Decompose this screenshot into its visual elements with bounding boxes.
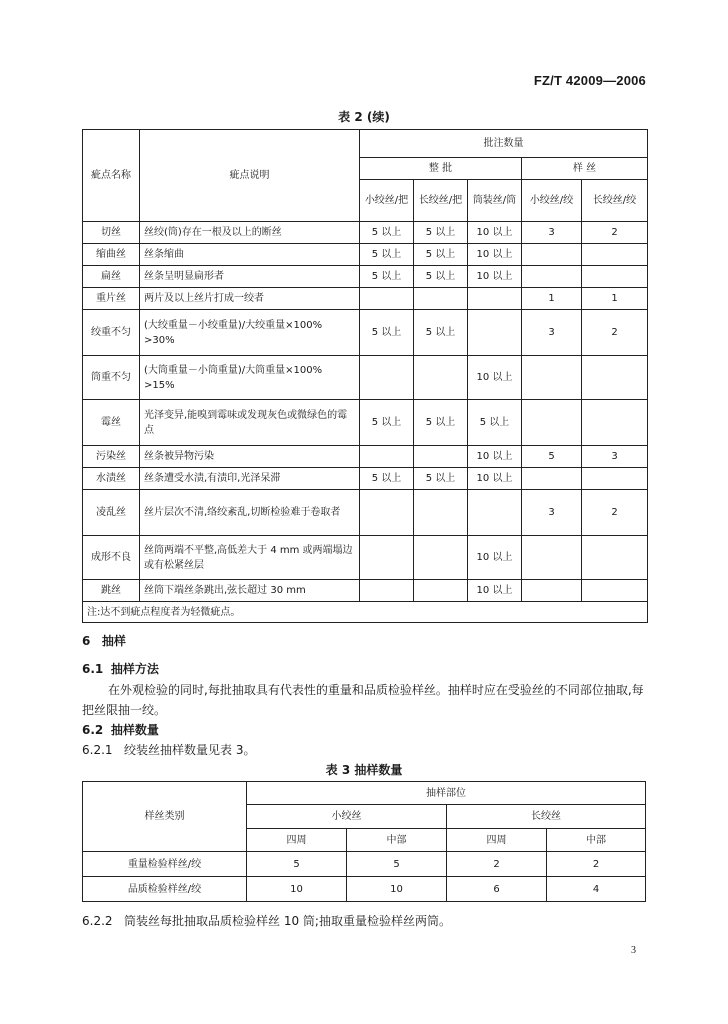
section-number: 6.2.1 bbox=[82, 743, 113, 757]
col-header-defect-desc: 疵点说明 bbox=[140, 130, 360, 222]
defect-desc: (大筒重量－小筒重量)/大筒重量×100% >15% bbox=[140, 356, 360, 400]
cell bbox=[582, 266, 648, 288]
cell: 5 以上 bbox=[360, 222, 414, 244]
table-row bbox=[83, 490, 648, 536]
cell: 2 bbox=[582, 222, 648, 244]
cell bbox=[360, 490, 414, 536]
cell: 5 以上 bbox=[414, 468, 468, 490]
section-number: 6.2 bbox=[82, 723, 104, 737]
section-6-2-1 bbox=[82, 741, 255, 758]
cell bbox=[360, 288, 414, 310]
cell: 5 以上 bbox=[414, 266, 468, 288]
table2-caption: 表 2 (续) bbox=[338, 110, 390, 124]
defect-desc: 丝片层次不清,络绞紊乱,切断检验难于卷取者 bbox=[140, 490, 360, 536]
cell: 1 bbox=[522, 288, 582, 310]
cell: 1 bbox=[582, 288, 648, 310]
section-6-heading bbox=[82, 632, 126, 649]
cell bbox=[582, 468, 648, 490]
table-row bbox=[83, 446, 648, 468]
defect-desc: 光泽变异,能嗅到霉味或发现灰色或微绿色的霉点 bbox=[140, 400, 360, 446]
cell: 10 以上 bbox=[468, 536, 522, 580]
cell: 10 以上 bbox=[468, 446, 522, 468]
section-number: 6 bbox=[82, 634, 91, 648]
col-header-small-skein: 小绞丝 bbox=[247, 805, 447, 829]
cell: 10 以上 bbox=[468, 244, 522, 266]
cell bbox=[414, 356, 468, 400]
defect-name: 成形不良 bbox=[83, 536, 140, 580]
col-header-middle: 中部 bbox=[547, 829, 646, 852]
cell bbox=[522, 244, 582, 266]
col-header-whole-batch: 整 批 bbox=[360, 158, 522, 180]
table-row bbox=[83, 580, 648, 602]
table-row bbox=[83, 244, 648, 266]
defect-desc: 丝筒两端不平整,高低差大于 4 mm 或两端塌边或有松紧丝层 bbox=[140, 536, 360, 580]
cell: 2 bbox=[582, 310, 648, 356]
cell: 10 以上 bbox=[468, 266, 522, 288]
defect-name: 跳丝 bbox=[83, 580, 140, 602]
defect-name: 筒重不匀 bbox=[83, 356, 140, 400]
cell: 10 以上 bbox=[468, 580, 522, 602]
cell: 10 以上 bbox=[468, 468, 522, 490]
cell bbox=[468, 288, 522, 310]
cell bbox=[522, 536, 582, 580]
cell bbox=[360, 446, 414, 468]
defect-name: 凌乱丝 bbox=[83, 490, 140, 536]
cell: 5 以上 bbox=[414, 400, 468, 446]
table-row bbox=[83, 468, 648, 490]
cell: 2 bbox=[582, 490, 648, 536]
col-header-position: 抽样部位 bbox=[247, 782, 646, 805]
col-header-around: 四周 bbox=[247, 829, 347, 852]
defect-name: 绞重不匀 bbox=[83, 310, 140, 356]
cell: 3 bbox=[522, 310, 582, 356]
cell: 4 bbox=[547, 877, 646, 902]
cell bbox=[468, 490, 522, 536]
col-header-middle: 中部 bbox=[347, 829, 447, 852]
defect-name: 缩曲丝 bbox=[83, 244, 140, 266]
defect-desc: 丝条缩曲 bbox=[140, 244, 360, 266]
sampling-table bbox=[82, 781, 646, 902]
cell: 5 以上 bbox=[414, 310, 468, 356]
cell: 10 以上 bbox=[468, 356, 522, 400]
sampling-method-text: 在外观检验的同时,每批抽取具有代表性的重量和品质检验样丝。抽样时应在受验丝的不同部位抽取,每把丝限抽一绞。 bbox=[82, 683, 644, 717]
defect-name: 霉丝 bbox=[83, 400, 140, 446]
table-row bbox=[83, 222, 648, 244]
table-row bbox=[83, 288, 648, 310]
defect-desc: 丝条被异物污染 bbox=[140, 446, 360, 468]
col-header-long-skein: 长绞丝 bbox=[447, 805, 646, 829]
cell: 3 bbox=[582, 446, 648, 468]
defect-name: 污染丝 bbox=[83, 446, 140, 468]
cell bbox=[522, 356, 582, 400]
table-row bbox=[83, 852, 646, 877]
section-text: 筒装丝每批抽取品质检验样丝 10 筒;抽取重量检验样丝两筒。 bbox=[124, 914, 451, 928]
defect-desc: 丝筒下端丝条跳出,弦长超过 30 mm bbox=[140, 580, 360, 602]
section-6-2-heading bbox=[82, 721, 159, 738]
cell bbox=[414, 288, 468, 310]
col-header-around: 四周 bbox=[447, 829, 547, 852]
cell bbox=[582, 580, 648, 602]
section-title: 抽样 bbox=[101, 634, 126, 648]
cell bbox=[522, 468, 582, 490]
col-header-sample: 样 丝 bbox=[522, 158, 648, 180]
row-label: 品质检验样丝/绞 bbox=[83, 877, 247, 902]
cell bbox=[582, 400, 648, 446]
cell: 5 以上 bbox=[360, 266, 414, 288]
cell: 5 以上 bbox=[360, 468, 414, 490]
cell: 10 bbox=[347, 877, 447, 902]
cell: 5 以上 bbox=[360, 310, 414, 356]
cell bbox=[414, 446, 468, 468]
table-row bbox=[83, 356, 648, 400]
table-row bbox=[83, 266, 648, 288]
col-header-small-skein-sample: 小绞丝/绞 bbox=[522, 180, 582, 222]
section-text: 绞装丝抽样数量见表 3。 bbox=[124, 743, 256, 757]
cell bbox=[414, 580, 468, 602]
cell: 5 bbox=[522, 446, 582, 468]
defect-desc: 两片及以上丝片打成一绞者 bbox=[140, 288, 360, 310]
table-note: 注:达不到疵点程度者为轻微疵点。 bbox=[83, 602, 648, 623]
cell: 10 bbox=[247, 877, 347, 902]
cell: 5 以上 bbox=[414, 222, 468, 244]
cell: 3 bbox=[522, 490, 582, 536]
cell: 2 bbox=[547, 852, 646, 877]
defect-desc: 丝绞(筒)存在一根及以上的断丝 bbox=[140, 222, 360, 244]
col-header-long-skein-sample: 长绞丝/绞 bbox=[582, 180, 648, 222]
cell: 5 以上 bbox=[360, 400, 414, 446]
table3-caption: 表 3 抽样数量 bbox=[325, 763, 403, 777]
cell bbox=[360, 536, 414, 580]
cell: 10 以上 bbox=[468, 222, 522, 244]
section-number: 6.1 bbox=[82, 662, 104, 676]
cell: 6 bbox=[447, 877, 547, 902]
table-row bbox=[83, 536, 648, 580]
defect-table bbox=[82, 129, 648, 623]
defect-desc: 丝条呈明显扁形者 bbox=[140, 266, 360, 288]
cell bbox=[414, 490, 468, 536]
col-header-category: 样丝类别 bbox=[83, 782, 247, 852]
page-number: 3 bbox=[631, 945, 636, 956]
defect-name: 切丝 bbox=[83, 222, 140, 244]
cell bbox=[582, 536, 648, 580]
col-header-tube-silk: 筒装丝/筒 bbox=[468, 180, 522, 222]
cell bbox=[522, 580, 582, 602]
defect-name: 水渍丝 bbox=[83, 468, 140, 490]
defect-desc: 丝条遭受水渍,有渍印,光泽呆滞 bbox=[140, 468, 360, 490]
col-header-defect-name: 疵点名称 bbox=[83, 130, 140, 222]
cell: 2 bbox=[447, 852, 547, 877]
defect-name: 重片丝 bbox=[83, 288, 140, 310]
cell bbox=[582, 244, 648, 266]
defect-desc: (大绞重量－小绞重量)/大绞重量×100% >30% bbox=[140, 310, 360, 356]
cell bbox=[522, 400, 582, 446]
cell bbox=[582, 356, 648, 400]
section-title: 抽样数量 bbox=[110, 723, 159, 737]
cell: 5 以上 bbox=[414, 244, 468, 266]
cell: 5 以上 bbox=[468, 400, 522, 446]
table-row bbox=[83, 310, 648, 356]
row-label: 重量检验样丝/绞 bbox=[83, 852, 247, 877]
cell bbox=[468, 310, 522, 356]
cell bbox=[360, 356, 414, 400]
defect-name: 扁丝 bbox=[83, 266, 140, 288]
cell: 5 bbox=[347, 852, 447, 877]
section-6-1-heading bbox=[82, 660, 159, 677]
cell: 3 bbox=[522, 222, 582, 244]
section-title: 抽样方法 bbox=[110, 662, 159, 676]
col-header-long-skein: 长绞丝/把 bbox=[414, 180, 468, 222]
col-header-small-skein: 小绞丝/把 bbox=[360, 180, 414, 222]
table-row bbox=[83, 400, 648, 446]
section-6-2-2 bbox=[82, 912, 451, 929]
cell bbox=[522, 266, 582, 288]
cell: 5 以上 bbox=[360, 244, 414, 266]
standard-number: FZ/T 42009—2006 bbox=[533, 73, 646, 88]
cell: 5 bbox=[247, 852, 347, 877]
table-row bbox=[83, 877, 646, 902]
col-header-batch-count: 批注数量 bbox=[360, 130, 648, 158]
cell bbox=[414, 536, 468, 580]
cell bbox=[360, 580, 414, 602]
section-number: 6.2.2 bbox=[82, 914, 113, 928]
